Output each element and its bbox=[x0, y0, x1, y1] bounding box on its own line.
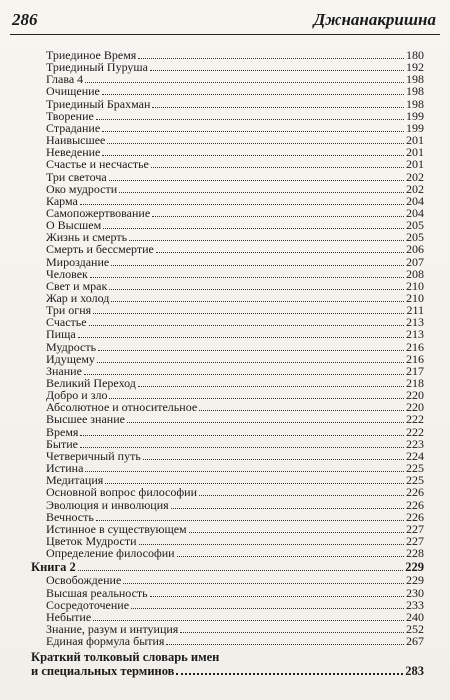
toc-page-number: 220 bbox=[406, 400, 424, 414]
dot-leader bbox=[129, 240, 404, 241]
dot-leader bbox=[109, 398, 404, 399]
toc-page-number: 198 bbox=[406, 97, 424, 111]
toc-entry-title: Вечность bbox=[46, 510, 94, 524]
toc-entry-title: Триединый Брахман bbox=[46, 97, 151, 111]
toc-entry-title: Счастье bbox=[46, 315, 87, 329]
dot-leader bbox=[189, 532, 404, 533]
toc-page-number: 216 bbox=[406, 340, 424, 354]
toc-entry-title: Пища bbox=[46, 327, 76, 341]
toc-page-number: 283 bbox=[405, 664, 424, 678]
toc-page-number: 213 bbox=[406, 327, 424, 341]
dot-leader bbox=[127, 422, 404, 423]
dot-leader bbox=[102, 155, 404, 156]
toc-entry-title: Триединый Пуруша bbox=[46, 60, 148, 74]
dot-leader bbox=[139, 544, 404, 545]
toc-page-number: 207 bbox=[406, 255, 424, 269]
toc-page-number: 201 bbox=[406, 157, 424, 171]
dot-leader bbox=[109, 289, 404, 290]
page-header bbox=[10, 8, 440, 35]
toc-page-number: 240 bbox=[406, 610, 424, 624]
toc-entry-title: Сосредоточение bbox=[46, 598, 130, 612]
toc-entry-title: Определение философии bbox=[46, 546, 175, 560]
toc-page-number: 204 bbox=[406, 194, 424, 208]
toc-page-number: 223 bbox=[406, 437, 424, 451]
dot-leader bbox=[97, 362, 404, 363]
toc-page-number: 252 bbox=[406, 622, 424, 636]
dot-leader bbox=[109, 180, 404, 181]
dot-leader bbox=[102, 94, 404, 95]
toc-entry-title: Время bbox=[46, 425, 79, 439]
toc-entry-title: Карма bbox=[46, 194, 78, 208]
toc-entry-title: Медитация bbox=[46, 473, 104, 487]
dot-leader bbox=[80, 204, 404, 205]
toc-book-heading bbox=[31, 560, 424, 574]
toc-entry-title: О Высшем bbox=[46, 218, 102, 232]
toc-entry-title: Три огня bbox=[46, 303, 92, 317]
toc-page-number: 198 bbox=[406, 84, 424, 98]
toc-entry-title: Краткий толковый словарь имен bbox=[31, 650, 220, 664]
toc-entry bbox=[46, 157, 424, 171]
toc-entry-title: Жар и холод bbox=[46, 291, 110, 305]
toc-entry-title: Око мудрости bbox=[46, 182, 118, 196]
toc-entry-title: Мироздание bbox=[46, 255, 110, 269]
dot-leader bbox=[143, 459, 404, 460]
toc-page-number: 217 bbox=[406, 364, 424, 378]
toc-page-number: 227 bbox=[406, 534, 424, 548]
toc-entry-title: Страдание bbox=[46, 121, 101, 135]
dot-leader bbox=[111, 265, 404, 266]
toc-entry-title: Истинное в существующем bbox=[46, 522, 187, 536]
dot-leader bbox=[90, 277, 404, 278]
toc-page-number: 228 bbox=[406, 546, 424, 560]
toc-page-number: 226 bbox=[406, 498, 424, 512]
toc-entry-title: Истина bbox=[46, 461, 84, 475]
dot-leader bbox=[98, 350, 404, 351]
toc-entry-title: Бытие bbox=[46, 437, 78, 451]
toc-page-number: 225 bbox=[406, 461, 424, 475]
toc-page-number: 233 bbox=[406, 598, 424, 612]
dot-leader bbox=[138, 58, 404, 59]
dot-leader bbox=[85, 471, 404, 472]
dot-leader bbox=[152, 107, 404, 108]
dot-leader bbox=[150, 596, 404, 597]
dot-leader bbox=[93, 313, 404, 314]
dot-leader bbox=[78, 570, 403, 571]
toc-page-number: 220 bbox=[406, 388, 424, 402]
dot-leader bbox=[176, 673, 403, 675]
toc-page-number: 224 bbox=[406, 449, 424, 463]
dot-leader bbox=[102, 131, 404, 132]
dot-leader bbox=[107, 143, 404, 144]
toc-entry-title: Человек bbox=[46, 267, 88, 281]
toc-page-number: 199 bbox=[406, 109, 424, 123]
toc-entry-title: Единая формула бытия bbox=[46, 634, 165, 648]
toc-entry-title: Высшая реальность bbox=[46, 586, 148, 600]
toc-page-number: 192 bbox=[406, 60, 424, 74]
toc-page-number: 226 bbox=[406, 485, 424, 499]
toc-entry bbox=[46, 573, 424, 587]
toc-page-number: 226 bbox=[406, 510, 424, 524]
running-title: Джнанакришна bbox=[313, 10, 436, 29]
toc-entry bbox=[46, 634, 424, 648]
dot-leader bbox=[85, 82, 404, 83]
dot-leader bbox=[96, 520, 404, 521]
page-number: 286 bbox=[12, 10, 38, 29]
toc-page-number: 230 bbox=[406, 586, 424, 600]
toc-page-number: 210 bbox=[406, 291, 424, 305]
toc-glossary-heading bbox=[31, 650, 424, 664]
toc-page-number: 201 bbox=[406, 145, 424, 159]
toc-entry-title: Мудрость bbox=[46, 340, 97, 354]
dot-leader bbox=[119, 192, 404, 193]
toc-entry-title: и специальных терминов bbox=[31, 664, 175, 678]
toc-entry-title: Очищение bbox=[46, 84, 100, 98]
dot-leader bbox=[111, 301, 404, 302]
dot-leader bbox=[96, 119, 404, 120]
toc-page-number: 218 bbox=[406, 376, 424, 390]
dot-leader bbox=[171, 508, 404, 509]
dot-leader bbox=[80, 447, 404, 448]
toc-entry-title: Цветок Мудрости bbox=[46, 534, 137, 548]
dot-leader bbox=[150, 70, 404, 71]
toc-page-number: 211 bbox=[406, 303, 424, 317]
dot-leader bbox=[93, 620, 404, 621]
toc-page-number: 229 bbox=[406, 573, 424, 587]
toc-page-number: 225 bbox=[406, 473, 424, 487]
toc-entry bbox=[46, 242, 424, 256]
toc-page-number: 227 bbox=[406, 522, 424, 536]
toc-page-number: 267 bbox=[406, 634, 424, 648]
toc-entry-title: Небытие bbox=[46, 610, 92, 624]
toc-page-number: 201 bbox=[406, 133, 424, 147]
toc-entry-title: Четверичный путь bbox=[46, 449, 141, 463]
dot-leader bbox=[105, 483, 404, 484]
dot-leader bbox=[177, 556, 404, 557]
toc-page-number: 202 bbox=[406, 170, 424, 184]
toc-page-number: 180 bbox=[406, 48, 424, 62]
dot-leader bbox=[103, 228, 404, 229]
toc-entry-title: Освобождение bbox=[46, 573, 122, 587]
toc-entry-title: Добро и зло bbox=[46, 388, 108, 402]
toc-entry-title: Основной вопрос философии bbox=[46, 485, 197, 499]
toc-entry bbox=[46, 84, 424, 98]
toc-page-number: 202 bbox=[406, 182, 424, 196]
toc-entry-title: Смерть и бессмертие bbox=[46, 242, 154, 256]
toc-entry-title: Счастье и несчастье bbox=[46, 157, 149, 171]
toc-entry-title: Три светоча bbox=[46, 170, 107, 184]
toc-page-number: 210 bbox=[406, 279, 424, 293]
toc-page-number: 222 bbox=[406, 425, 424, 439]
dot-leader bbox=[131, 608, 404, 609]
dot-leader bbox=[138, 386, 404, 387]
toc-entry-title: Наивысшее bbox=[46, 133, 106, 147]
dot-leader bbox=[180, 632, 404, 633]
toc-page-number: 208 bbox=[406, 267, 424, 281]
toc-entry-title: Триединое Время bbox=[46, 48, 137, 62]
toc-entry-title: Свет и мрак bbox=[46, 279, 108, 293]
toc-entry-title: Неведение bbox=[46, 145, 101, 159]
toc-entry-title: Высшее знание bbox=[46, 412, 125, 426]
dot-leader bbox=[84, 374, 404, 375]
toc-glossary-heading-cont bbox=[31, 664, 424, 678]
toc-entry bbox=[46, 485, 424, 499]
dot-leader bbox=[151, 167, 404, 168]
toc-entry-title: Самопожертвование bbox=[46, 206, 151, 220]
toc-entry-title: Творение bbox=[46, 109, 94, 123]
toc-entry-title: Эволюция и инволюция bbox=[46, 498, 169, 512]
toc-entry-title: Идущему bbox=[46, 352, 95, 366]
dot-leader bbox=[166, 644, 404, 645]
dot-leader bbox=[199, 495, 404, 496]
dot-leader bbox=[123, 583, 404, 584]
toc-entry-title: Знание, разум и интуиция bbox=[46, 622, 179, 636]
toc-page-number: 222 bbox=[406, 412, 424, 426]
toc-page-number: 206 bbox=[406, 242, 424, 256]
toc-entry bbox=[46, 546, 424, 560]
toc-entry bbox=[46, 327, 424, 341]
toc-page-number: 204 bbox=[406, 206, 424, 220]
toc-page-number: 205 bbox=[406, 230, 424, 244]
toc-page-number: 199 bbox=[406, 121, 424, 135]
toc-entry-title: Великий Переход bbox=[46, 376, 136, 390]
dot-leader bbox=[199, 410, 404, 411]
toc-entry-title: Абсолютное и относительное bbox=[46, 400, 198, 414]
toc-page-number: 198 bbox=[406, 72, 424, 86]
dot-leader bbox=[89, 325, 404, 326]
toc-page-number: 213 bbox=[406, 315, 424, 329]
dot-leader bbox=[78, 337, 404, 338]
toc-entry-title: Книга 2 bbox=[31, 560, 76, 574]
toc-page-number: 216 bbox=[406, 352, 424, 366]
dot-leader bbox=[80, 435, 404, 436]
dot-leader bbox=[156, 252, 404, 253]
toc-entry-title: Жизнь и смерть bbox=[46, 230, 128, 244]
toc-entry-title: Глава 4 bbox=[46, 72, 84, 86]
toc-page-number: 205 bbox=[406, 218, 424, 232]
toc-page-number: 229 bbox=[405, 560, 424, 574]
toc-entry bbox=[46, 412, 424, 426]
toc-entry-title: Знание bbox=[46, 364, 82, 378]
dot-leader bbox=[152, 216, 404, 217]
